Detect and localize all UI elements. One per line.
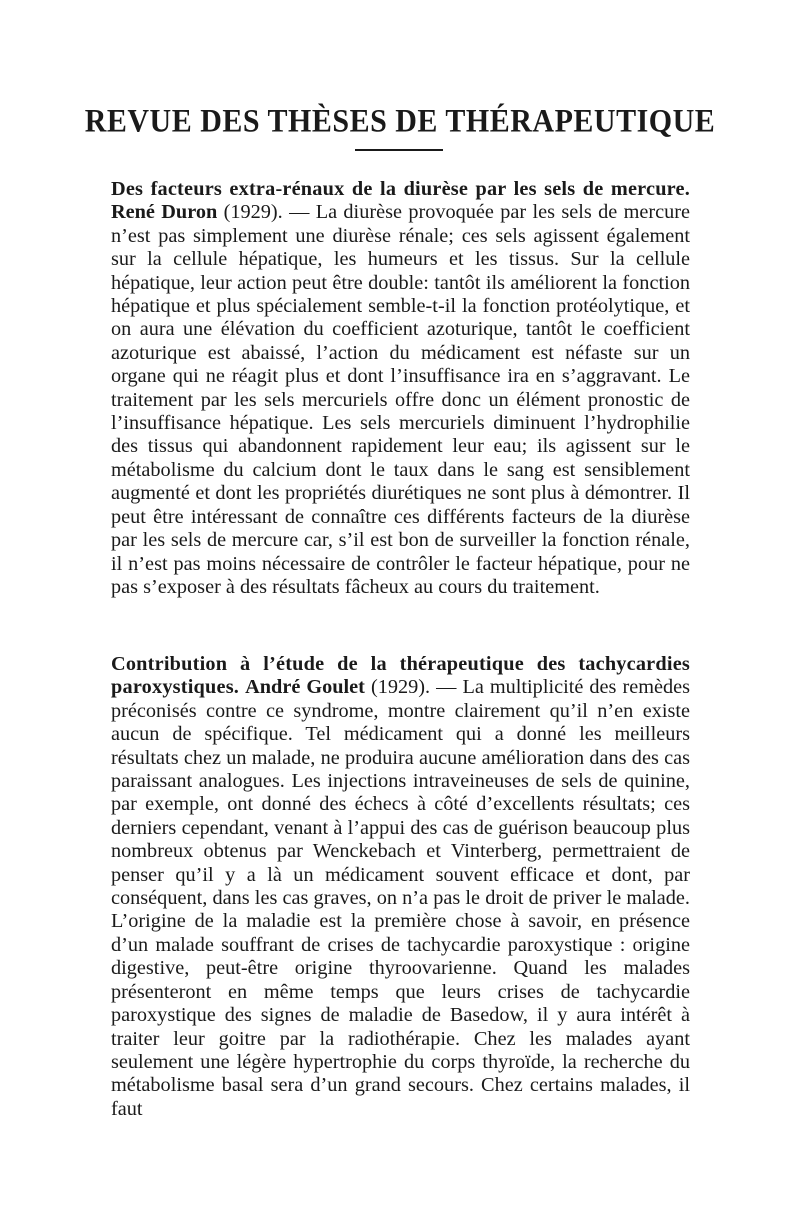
article-year: (1929). <box>370 676 431 699</box>
article-author: René Duron <box>111 201 218 224</box>
article-goulet <box>111 653 690 1121</box>
article-duron <box>111 178 690 599</box>
article-body: — La multiplicité des remèdes préconisés contre ce syndrome, montre clairement qu’il n’en existe aucun de spécifique. Tel médicament qui a donné les meilleurs résultats chez un malade, ne produira aucune amélioration dans des cas paraissant analogues. Les injections intraveineuses de sels de quinine, par exemple, ont donné des échecs à côté d’excellents résultats; ces derniers cependant, venant à l’appui des cas de guérison beaucoup plus nombreux obtenus par Wenckebach et Vinterberg, permettraient de penser qu’il y a là un médicament souvent efficace et dont, par conséquent, dans les cas graves, on n’a pas le droit de priver le malade. L’origine de la maladie est la première chose à savoir, en présence d’un malade souffrant de crises de tachycardie paroxystique : origine digestive, peut-être origine thyroovarienne. Quand les malades présenteront en même temps que leurs crises de tachycardie paroxystique des signes de maladie de Basedow, il y aura intérêt à traiter leur goitre par la radiothérapie. Chez les malades ayant seulement une légère hypertrophie du corps thyroïde, la recherche du métabolisme basal sera d’un grand secours. Chez certains malades, il faut <box>111 676 691 1120</box>
title-divider <box>355 149 443 151</box>
article-year: (1929). <box>223 201 283 224</box>
article-heading: Des facteurs extra-rénaux de la diurèse par les sels de mercure. <box>111 178 690 200</box>
article-heading: Contribution à l’étude de la thérapeutique des tachycardies paroxystiques. <box>111 653 690 699</box>
page-title: REVUE DES THÈSES DE THÉRAPEUTIQUE <box>84 103 716 140</box>
article-author: André Goulet <box>245 676 365 699</box>
article-body: — La diurèse provoquée par les sels de mercure n’est pas simplement une diurèse rénale; ces sels agissent également sur la cellule hépatique, les humeurs et les tissus. Sur la cellule hépatique, leur action peut être double: tantôt ils améliorent la fonction hépatique et plus spécialement semble-t-il la fonction protéolytique, et on aura une élévation du coefficient azoturique, tantôt le coefficient azoturique est abaissé, l’action du médicament est néfaste sur un organe qui ne réagit plus et dont l’insuffisance ira en s’aggravant. Le traitement par les sels mercuriels offre donc un élément pronostic de l’insuffisance hépatique. Les sels mercuriels diminuent l’hydrophilie des tissus qui abandonnent rapidement leur eau; ils agissent sur le métabolisme du calcium dont le taux dans le sang est sensiblement augmenté et dont les propriétés diurétiques ne sont plus à démontrer. Il peut être intéressant de connaître ces différents facteurs de la diurèse par les sels de mercure car, s’il est bon de surveiller la fonction rénale, il n’est pas moins nécessaire de contrôler le facteur hépatique, pour ne pas s’exposer à des résultats fâcheux au cours du traitement. <box>111 201 691 598</box>
